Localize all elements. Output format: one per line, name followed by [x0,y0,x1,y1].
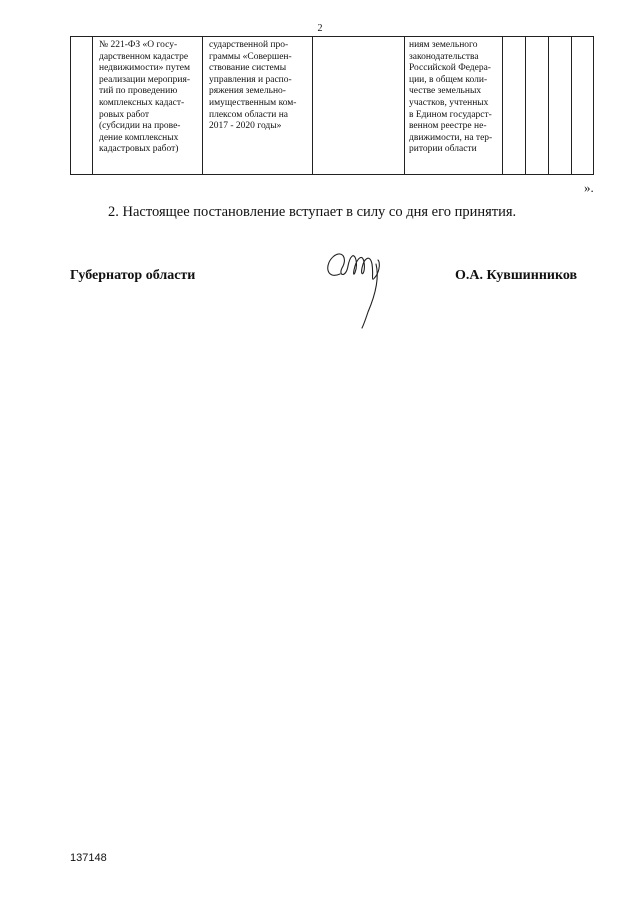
table-cell-empty [572,37,594,175]
cell-line: ровых работ [99,109,150,120]
cell-line: законодательства [409,51,479,62]
cell-line: комплексных кадаст- [99,97,185,108]
closing-quote: ». [584,180,594,195]
cell-line: тий по проведению [99,86,178,97]
table-row [71,37,594,175]
cell-line: сударственной про- [209,40,289,50]
cell-line: движимости, на тер- [409,132,493,143]
table-cell-measure [93,37,203,175]
cell-line: честве земельных [409,86,482,97]
cell-line: № 221-ФЗ «О госу- [99,40,178,50]
table-cell-program [203,37,313,175]
cell-line: дарственном кадастре [99,51,189,62]
table-cell-indicator [405,37,503,175]
cell-line: ряжения земельно- [209,86,286,97]
signatory-title: Губернатор области [70,268,196,283]
cell-line: недвижимости» путем [99,63,191,74]
cell-line: ствование системы [209,63,287,74]
continuation-table [70,36,594,175]
handwritten-signature [318,240,390,330]
table-cell-empty [313,37,405,175]
cell-line: ции, в общем коли- [409,74,488,85]
document-id: 137148 [70,852,107,864]
table-cell-empty [526,37,549,175]
cell-line: участков, учтенных [409,97,489,108]
table-cell-empty [549,37,572,175]
cell-line: управления и распо- [209,74,292,85]
cell-line: венном реестре не- [409,121,487,132]
cell-line: в Едином государст- [409,109,492,120]
effective-date-paragraph: 2. Настоящее постановление вступает в силу со дня его принятия. [108,204,517,220]
cell-line: реализации мероприя- [99,74,190,85]
signatory-name: О.А. Кувшинников [455,268,578,283]
cell-line: дение комплексных [99,132,179,143]
table-cell-number [71,37,93,175]
cell-line: Российской Федера- [409,63,491,74]
cell-line: граммы «Совершен- [209,51,292,62]
table-cell-empty [503,37,526,175]
cell-line: ритории области [409,144,477,155]
cell-line: имущественным ком- [209,97,297,108]
page-number: 2 [317,23,323,34]
cell-line: кадастровых работ) [99,144,179,155]
cell-line: (субсидии на прове- [99,121,181,132]
cell-line: ниям земельного [409,40,478,50]
cell-line: плексом области на [209,109,289,120]
cell-line: 2017 - 2020 годы» [209,121,282,132]
